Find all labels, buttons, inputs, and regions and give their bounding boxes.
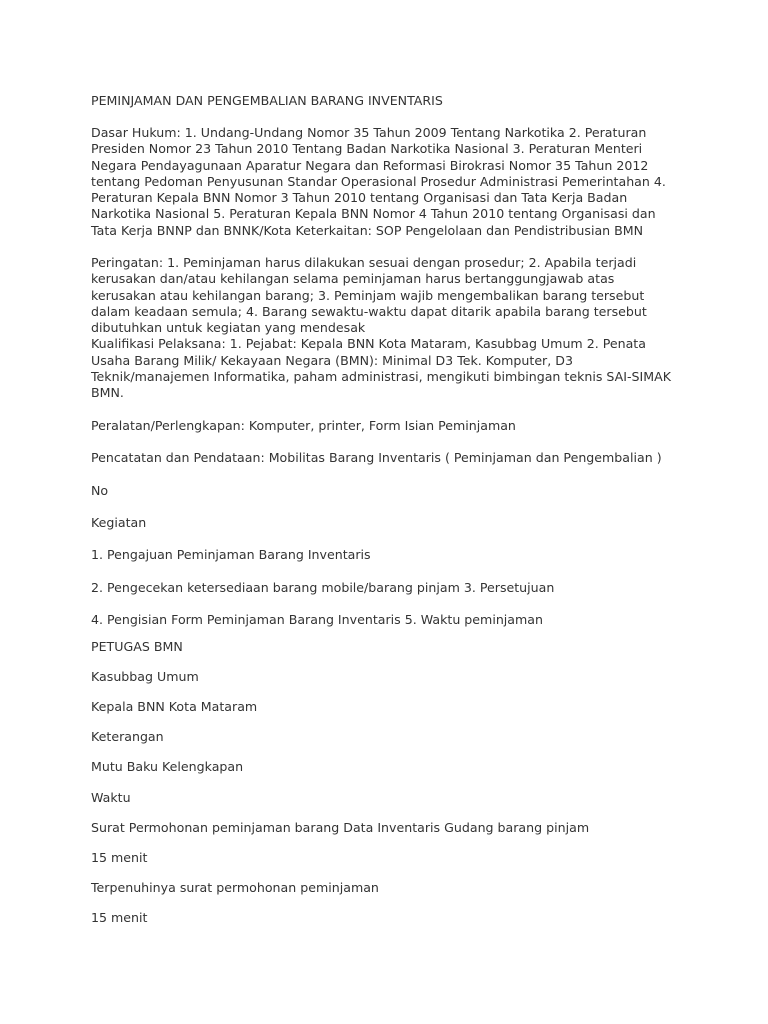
peringatan-line: dibutuhkan untuk kegiatan yang mendesak	[91, 320, 366, 336]
menit-1-text: 15 menit	[91, 850, 148, 865]
surat-text: Surat Permohonan peminjaman barang Data Inventaris Gudang barang pinjam	[91, 820, 590, 835]
no-label	[91, 483, 691, 499]
step-2	[91, 580, 691, 596]
dasar-hukum-line: Peraturan Kepala BNN Nomor 3 Tahun 2010 tentang Organisasi dan Tata Kerja Badan	[91, 190, 628, 206]
no-text: No	[91, 483, 109, 498]
peringatan-line: dalam keadaan semula; 4. Barang sewaktu-waktu dapat ditarik apabila barang tersebut	[91, 303, 647, 319]
step-1	[91, 547, 691, 563]
pencatatan-paragraph	[91, 450, 691, 466]
peringatan-paragraph	[91, 255, 691, 402]
mutu-text: Mutu Baku Kelengkapan	[91, 759, 244, 774]
dasar-hukum-line: Presiden Nomor 23 Tahun 2010 Tentang Badan Narkotika Nasional 3. Peraturan Menteri	[91, 141, 643, 157]
kualifikasi-line: Kualifikasi Pelaksana: 1. Pejabat: Kepala BNN Kota Mataram, Kasubbag Umum 2. Penata	[91, 336, 646, 352]
petugas-text: PETUGAS BMN	[91, 639, 183, 654]
kegiatan-text: Kegiatan	[91, 515, 147, 530]
menit-2-text: 15 menit	[91, 910, 148, 925]
waktu-label	[91, 790, 691, 806]
step-2-text: 2. Pengecekan ketersediaan barang mobile/barang pinjam 3. Persetujuan	[91, 580, 555, 595]
title-text: PEMINJAMAN DAN PENGEMBALIAN BARANG INVENTARIS	[91, 93, 443, 108]
kasubbag-label	[91, 669, 691, 685]
dasar-hukum-line: tentang Pedoman Penyusunan Standar Operasional Prosedur Administrasi Pemerintahan 4.	[91, 173, 666, 189]
kepala-label	[91, 699, 691, 715]
kegiatan-label	[91, 515, 691, 531]
menit-1	[91, 850, 691, 866]
kepala-text: Kepala BNN Kota Mataram	[91, 699, 258, 714]
step-4-text: 4. Pengisian Form Peminjaman Barang Inventaris 5. Waktu peminjaman	[91, 612, 543, 627]
peringatan-line: kerusakan dan/atau kehilangan selama peminjaman harus bertanggungjawab atas	[91, 271, 615, 287]
dasar-hukum-line: Dasar Hukum: 1. Undang-Undang Nomor 35 Tahun 2009 Tentang Narkotika 2. Peraturan	[91, 125, 647, 140]
kualifikasi-line: BMN.	[91, 385, 124, 401]
keterangan-text: Keterangan	[91, 729, 164, 744]
terpenuhinya-text: Terpenuhinya surat permohonan peminjaman	[91, 880, 379, 895]
document-title	[91, 93, 691, 109]
dasar-hukum-line: Narkotika Nasional 5. Peraturan Kepala BNN Nomor 4 Tahun 2010 tentang Organisasi dan	[91, 206, 656, 222]
kualifikasi-line: Teknik/manajemen Informatika, paham administrasi, mengikuti bimbingan teknis SAI-SIMAK	[91, 369, 671, 385]
step-1-text: 1. Pengajuan Peminjaman Barang Inventaris	[91, 547, 371, 562]
dasar-hukum-line: Tata Kerja BNNP dan BNNK/Kota Keterkaitan: SOP Pengelolaan dan Pendistribusian BMN	[91, 222, 644, 238]
dasar-hukum-line: Negara Pendayagunaan Aparatur Negara dan Reformasi Birokrasi Nomor 35 Tahun 2012	[91, 157, 649, 173]
kasubbag-text: Kasubbag Umum	[91, 669, 199, 684]
peralatan-text: Peralatan/Perlengkapan: Komputer, printer, Form Isian Peminjaman	[91, 418, 516, 433]
mutu-label	[91, 759, 691, 775]
peringatan-line: kerusakan atau kehilangan barang; 3. Peminjam wajib mengembalikan barang tersebut	[91, 287, 645, 303]
peralatan-paragraph	[91, 418, 691, 434]
peringatan-line: Peringatan: 1. Peminjaman harus dilakukan sesuai dengan prosedur; 2. Apabila terjadi	[91, 255, 637, 270]
waktu-text: Waktu	[91, 790, 131, 805]
keterangan-label	[91, 729, 691, 745]
pencatatan-text: Pencatatan dan Pendataan: Mobilitas Barang Inventaris ( Peminjaman dan Pengembalian )	[91, 450, 662, 465]
menit-2	[91, 910, 691, 926]
terpenuhinya	[91, 880, 691, 896]
surat-permohonan	[91, 820, 691, 836]
step-4	[91, 612, 691, 628]
dasar-hukum-paragraph	[91, 125, 691, 239]
kualifikasi-line: Usaha Barang Milik/ Kekayaan Negara (BMN): Minimal D3 Tek. Komputer, D3	[91, 352, 573, 368]
petugas-label	[91, 639, 691, 655]
